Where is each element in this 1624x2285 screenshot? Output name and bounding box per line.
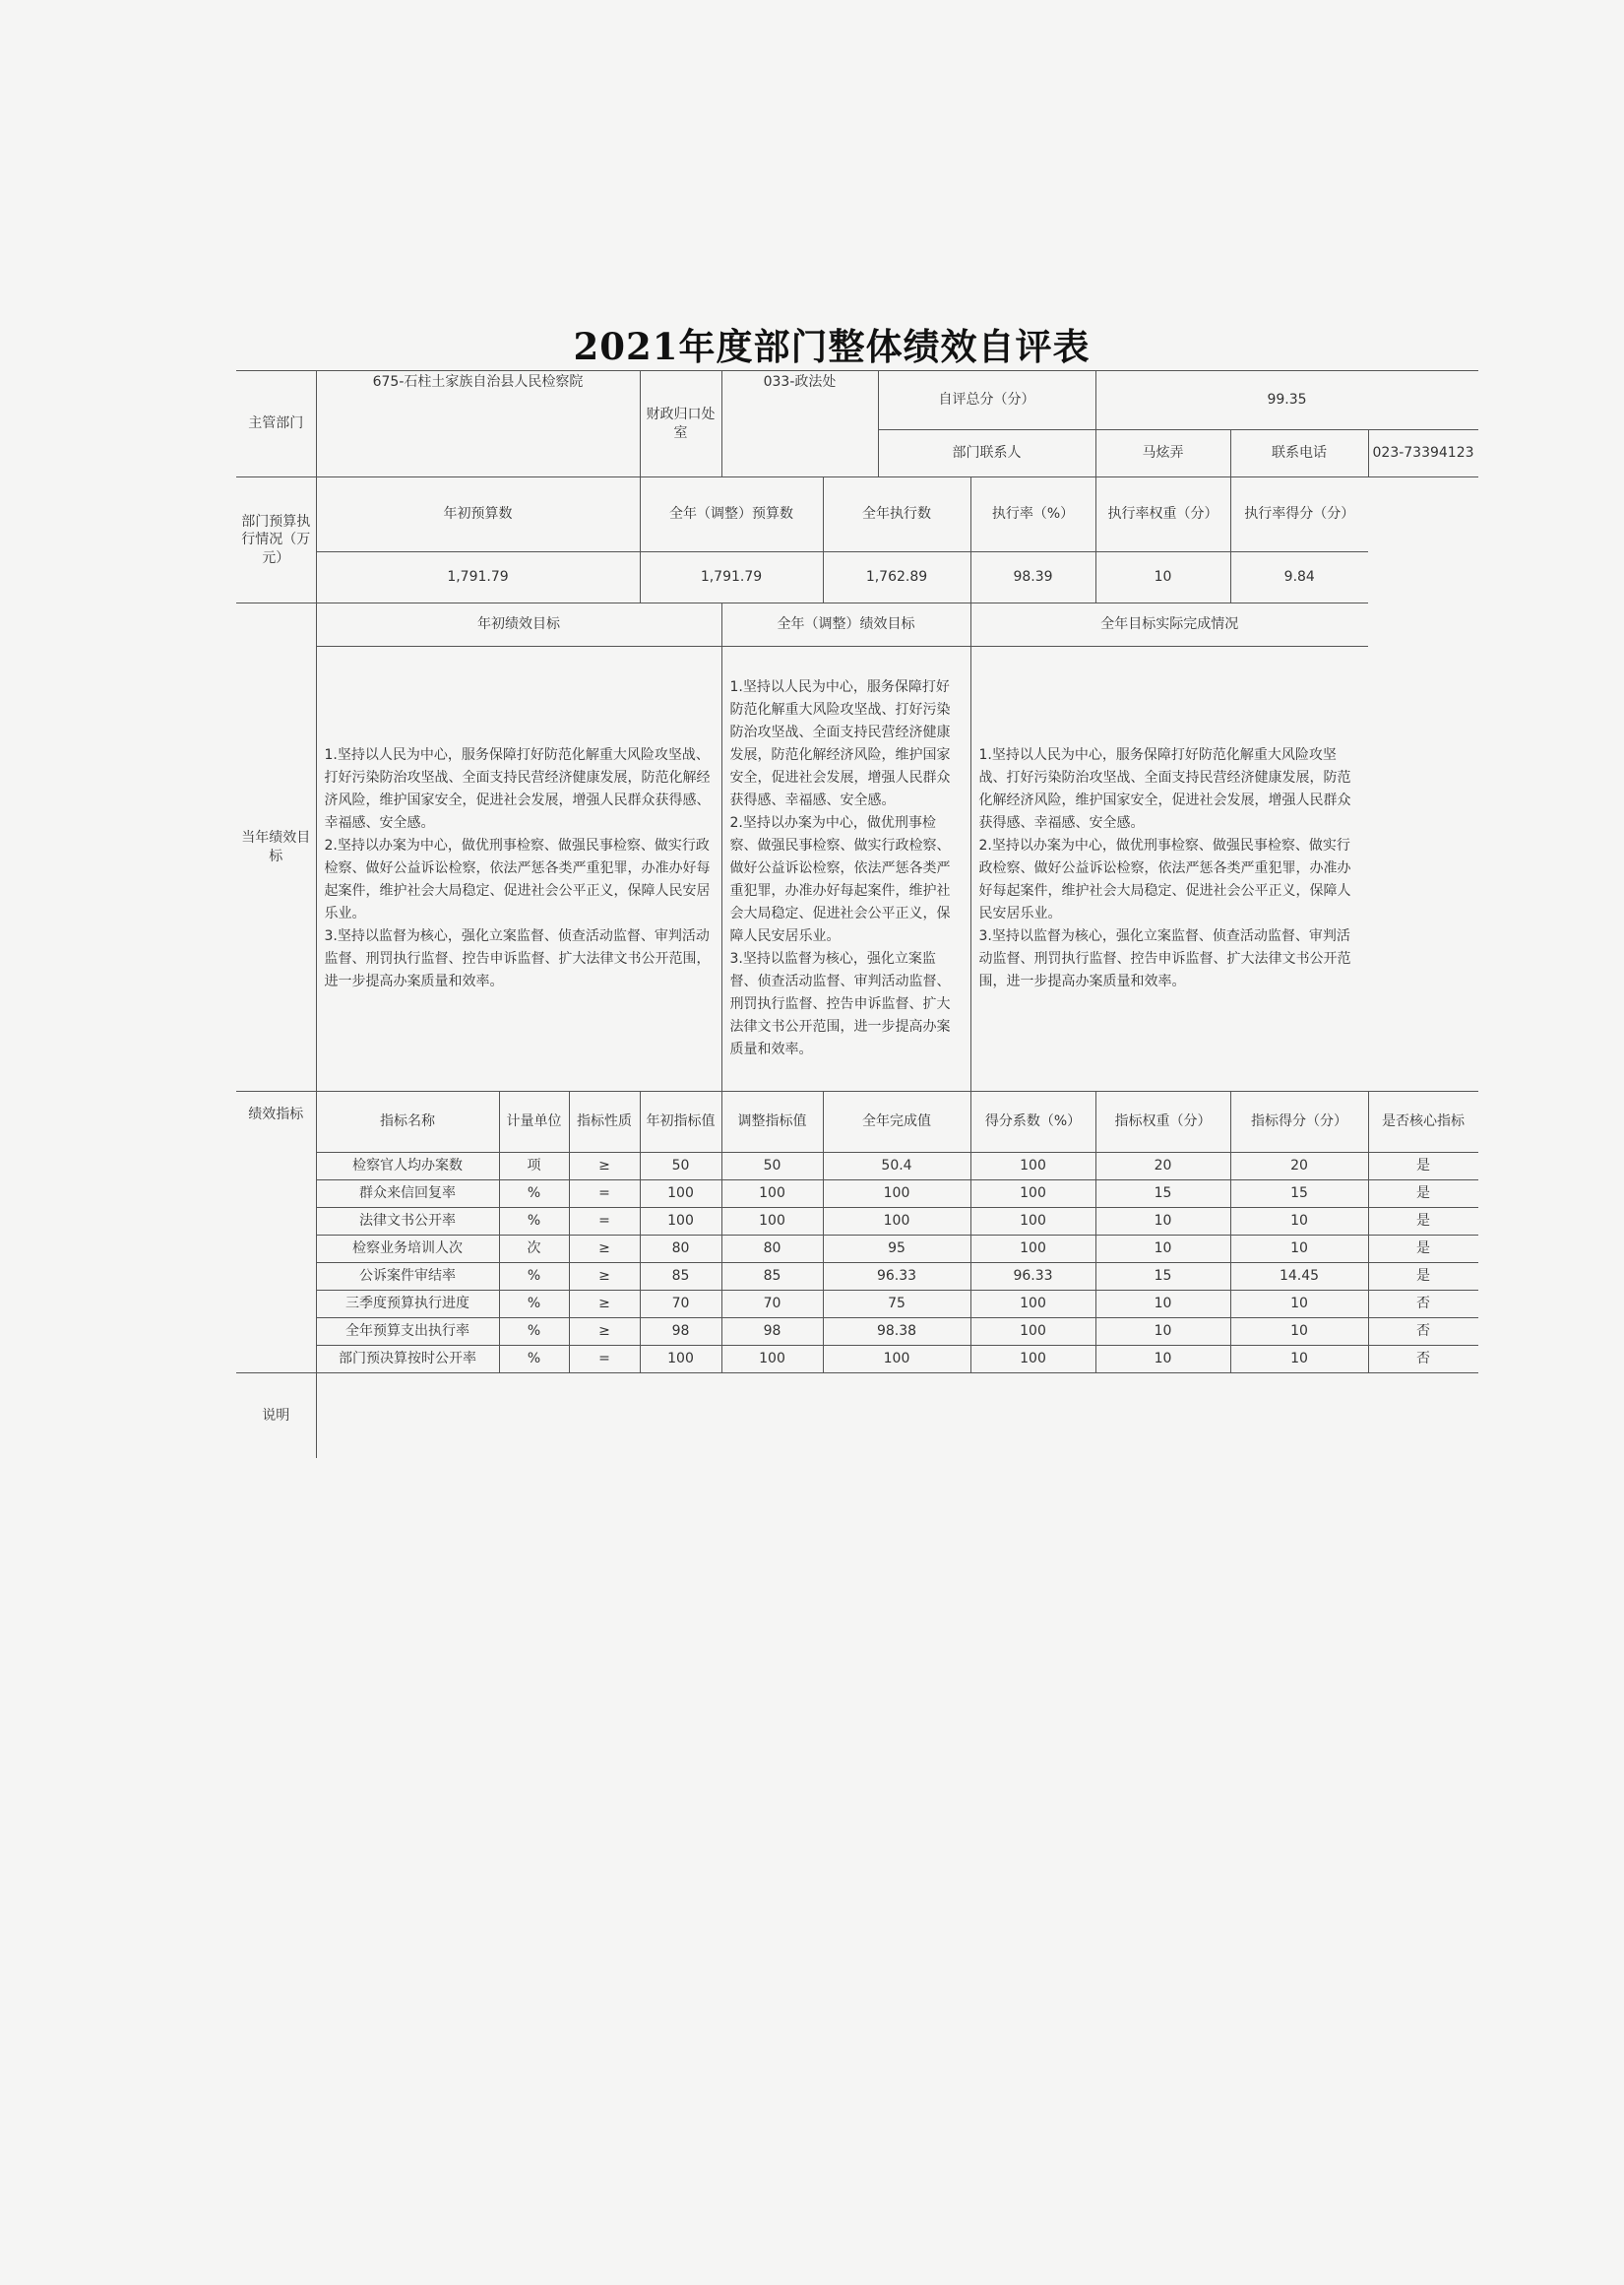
goals-col-adjusted: 全年（调整）绩效目标: [721, 603, 970, 647]
page-title: 2021年度部门整体绩效自评表: [573, 325, 1091, 368]
ind-weight: 15: [1095, 1263, 1230, 1291]
dept-value: 675-石柱土家族自治县人民检察院: [316, 371, 640, 477]
ind-coef: 100: [970, 1236, 1095, 1263]
goal-adjusted-2: 2.坚持以办案为中心，做优刑事检察、做强民事检察、做实行政检察、做好公益诉讼检察，依法严惩各类严重犯罪，办准办好每起案件，维护社会大局稳定、促进社会公平正义，保障人民安居乐业。: [729, 815, 951, 944]
ind-name: 部门预决算按时公开率: [316, 1346, 499, 1373]
ind-completed: 100: [823, 1208, 970, 1236]
ind-name: 全年预算支出执行率: [316, 1318, 499, 1346]
goals-col-initial: 年初绩效目标: [316, 603, 721, 647]
ind-weight: 10: [1095, 1318, 1230, 1346]
budget-col-rate: 执行率（%）: [970, 477, 1095, 552]
ind-completed: 96.33: [823, 1263, 970, 1291]
ind-score: 10: [1230, 1318, 1368, 1346]
budget-col-executed: 全年执行数: [823, 477, 970, 552]
ind-score: 10: [1230, 1291, 1368, 1318]
ind-nature: ≥: [569, 1263, 640, 1291]
table-row: [236, 1291, 1478, 1318]
ind-header-score: 指标得分（分）: [1230, 1092, 1368, 1153]
ind-core: 否: [1368, 1346, 1478, 1373]
ind-coef: 100: [970, 1291, 1095, 1318]
budget-col-initial: 年初预算数: [316, 477, 640, 552]
ind-coef: 96.33: [970, 1263, 1095, 1291]
goal-adjusted-1: 1.坚持以人民为中心，服务保障打好防范化解重大风险攻坚战、打好污染防治攻坚战、全面支持民营经济健康发展，防范化解经济风险，维护国家安全，促进社会发展，增强人民群众获得感、幸福感、安全感。: [729, 679, 951, 808]
ind-adjusted: 98: [721, 1318, 823, 1346]
ind-score: 10: [1230, 1236, 1368, 1263]
table-row: [236, 1236, 1478, 1263]
ind-header-name: 指标名称: [316, 1092, 499, 1153]
goals-actual-cell: [970, 647, 1368, 1092]
goals-adjusted-cell: [721, 647, 970, 1092]
ind-coef: 100: [970, 1153, 1095, 1180]
ind-header-weight: 指标权重（分）: [1095, 1092, 1230, 1153]
goal-actual-3: 3.坚持以监督为核心，强化立案监督、侦查活动监督、审判活动监督、刑罚执行监督、控告申诉监督、扩大法律文书公开范围，进一步提高办案质量和效率。: [978, 928, 1351, 989]
ind-unit: %: [499, 1208, 569, 1236]
ind-weight: 10: [1095, 1346, 1230, 1373]
ind-header-unit: 计量单位: [499, 1092, 569, 1153]
table-row: [236, 1180, 1478, 1208]
ind-header-completed: 全年完成值: [823, 1092, 970, 1153]
ind-initial: 85: [640, 1263, 721, 1291]
ind-score: 15: [1230, 1180, 1368, 1208]
ind-score: 10: [1230, 1346, 1368, 1373]
ind-header-coef: 得分系数（%）: [970, 1092, 1095, 1153]
ind-weight: 10: [1095, 1236, 1230, 1263]
ind-initial: 100: [640, 1180, 721, 1208]
ind-coef: 100: [970, 1180, 1095, 1208]
goal-actual-2: 2.坚持以办案为中心，做优刑事检察、做强民事检察、做实行政检察、做好公益诉讼检察，依法严惩各类严重犯罪，办准办好每起案件，维护社会大局稳定、促进社会公平正义，保障人民安居乐业。: [978, 838, 1351, 921]
ind-adjusted: 100: [721, 1208, 823, 1236]
ind-adjusted: 85: [721, 1263, 823, 1291]
ind-weight: 15: [1095, 1180, 1230, 1208]
ind-coef: 100: [970, 1318, 1095, 1346]
ind-nature: ≥: [569, 1318, 640, 1346]
self-score-value: 99.35: [1095, 371, 1478, 430]
ind-nature: ≥: [569, 1291, 640, 1318]
ind-unit: 次: [499, 1236, 569, 1263]
ind-completed: 95: [823, 1236, 970, 1263]
ind-nature: ≥: [569, 1236, 640, 1263]
ind-completed: 100: [823, 1180, 970, 1208]
table-row: [236, 1346, 1478, 1373]
budget-initial-value: 1,791.79: [316, 552, 640, 603]
ind-name: 三季度预算执行进度: [316, 1291, 499, 1318]
ind-coef: 100: [970, 1346, 1095, 1373]
ind-core: 否: [1368, 1291, 1478, 1318]
ind-initial: 100: [640, 1346, 721, 1373]
ind-unit: %: [499, 1180, 569, 1208]
ind-adjusted: 80: [721, 1236, 823, 1263]
ind-initial: 80: [640, 1236, 721, 1263]
ind-adjusted: 100: [721, 1346, 823, 1373]
ind-nature: =: [569, 1346, 640, 1373]
self-score-label: 自评总分（分）: [878, 371, 1095, 430]
contact-label: 部门联系人: [878, 430, 1095, 477]
phone-label: 联系电话: [1230, 430, 1368, 477]
ind-core: 是: [1368, 1180, 1478, 1208]
ind-name: 公诉案件审结率: [316, 1263, 499, 1291]
ind-name: 检察业务培训人次: [316, 1236, 499, 1263]
ind-adjusted: 50: [721, 1153, 823, 1180]
goals-initial-cell: [316, 647, 721, 1092]
ind-nature: =: [569, 1208, 640, 1236]
budget-col-weight: 执行率权重（分）: [1095, 477, 1230, 552]
finance-office-value: 033-政法处: [721, 371, 878, 477]
ind-unit: %: [499, 1291, 569, 1318]
contact-value: 马炫弄: [1095, 430, 1230, 477]
ind-core: 是: [1368, 1263, 1478, 1291]
budget-section-label: 部门预算执行情况（万元）: [236, 477, 316, 603]
ind-unit: %: [499, 1263, 569, 1291]
ind-coef: 100: [970, 1208, 1095, 1236]
budget-col-score: 执行率得分（分）: [1230, 477, 1368, 552]
ind-unit: 项: [499, 1153, 569, 1180]
ind-header-adjusted: 调整指标值: [721, 1092, 823, 1153]
ind-weight: 10: [1095, 1291, 1230, 1318]
budget-adjusted-value: 1,791.79: [640, 552, 823, 603]
ind-header-core: 是否核心指标: [1368, 1092, 1478, 1153]
ind-score: 20: [1230, 1153, 1368, 1180]
budget-score-value: 9.84: [1230, 552, 1368, 603]
performance-table: [236, 370, 1478, 1458]
ind-completed: 75: [823, 1291, 970, 1318]
table-row: [236, 1208, 1478, 1236]
ind-initial: 98: [640, 1318, 721, 1346]
ind-nature: =: [569, 1180, 640, 1208]
ind-name: 检察官人均办案数: [316, 1153, 499, 1180]
ind-name: 法律文书公开率: [316, 1208, 499, 1236]
ind-adjusted: 100: [721, 1180, 823, 1208]
ind-unit: %: [499, 1346, 569, 1373]
notes-label: 说明: [236, 1373, 316, 1458]
ind-core: 否: [1368, 1318, 1478, 1346]
ind-weight: 20: [1095, 1153, 1230, 1180]
goal-adjusted-3: 3.坚持以监督为核心，强化立案监督、侦查活动监督、审判活动监督、刑罚执行监督、控告申诉监督、扩大法律文书公开范围，进一步提高办案质量和效率。: [729, 951, 951, 1057]
dept-label: 主管部门: [236, 371, 316, 477]
table-row: [236, 1263, 1478, 1291]
ind-completed: 98.38: [823, 1318, 970, 1346]
table-row: [236, 1153, 1478, 1180]
goals-section-label: 当年绩效目标: [236, 603, 316, 1092]
goals-col-actual: 全年目标实际完成情况: [970, 603, 1368, 647]
ind-initial: 100: [640, 1208, 721, 1236]
budget-col-adjusted: 全年（调整）预算数: [640, 477, 823, 552]
ind-core: 是: [1368, 1236, 1478, 1263]
ind-core: 是: [1368, 1208, 1478, 1236]
ind-adjusted: 70: [721, 1291, 823, 1318]
goal-initial-3: 3.坚持以监督为核心，强化立案监督、侦查活动监督、审判活动监督、刑罚执行监督、控告申诉监督、扩大法律文书公开范围，进一步提高办案质量和效率。: [324, 928, 711, 989]
ind-core: 是: [1368, 1153, 1478, 1180]
finance-office-label: 财政归口处室: [640, 371, 721, 477]
indicators-section-label: 绩效指标: [236, 1092, 316, 1373]
ind-score: 14.45: [1230, 1263, 1368, 1291]
goal-initial-2: 2.坚持以办案为中心，做优刑事检察、做强民事检察、做实行政检察、做好公益诉讼检察，依法严惩各类严重犯罪，办准办好每起案件，维护社会大局稳定、促进社会公平正义，保障人民安居乐业。: [324, 838, 711, 921]
ind-unit: %: [499, 1318, 569, 1346]
phone-value: 023-73394123: [1368, 430, 1478, 477]
goal-actual-1: 1.坚持以人民为中心，服务保障打好防范化解重大风险攻坚战、打好污染防治攻坚战、全面支持民营经济健康发展，防范化解经济风险，维护国家安全，促进社会发展，增强人民群众获得感、幸福感、安全感。: [978, 747, 1351, 831]
budget-executed-value: 1,762.89: [823, 552, 970, 603]
budget-weight-value: 10: [1095, 552, 1230, 603]
goal-initial-1: 1.坚持以人民为中心，服务保障打好防范化解重大风险攻坚战、打好污染防治攻坚战、全面支持民营经济健康发展，防范化解经济风险，维护国家安全，促进社会发展，增强人民群众获得感、幸福感、安全感。: [324, 747, 711, 831]
notes-value: [316, 1373, 1368, 1458]
ind-name: 群众来信回复率: [316, 1180, 499, 1208]
ind-completed: 100: [823, 1346, 970, 1373]
ind-header-initial: 年初指标值: [640, 1092, 721, 1153]
ind-header-nature: 指标性质: [569, 1092, 640, 1153]
ind-initial: 70: [640, 1291, 721, 1318]
table-row: [236, 1318, 1478, 1346]
budget-rate-value: 98.39: [970, 552, 1095, 603]
ind-completed: 50.4: [823, 1153, 970, 1180]
ind-initial: 50: [640, 1153, 721, 1180]
ind-nature: ≥: [569, 1153, 640, 1180]
ind-weight: 10: [1095, 1208, 1230, 1236]
ind-score: 10: [1230, 1208, 1368, 1236]
